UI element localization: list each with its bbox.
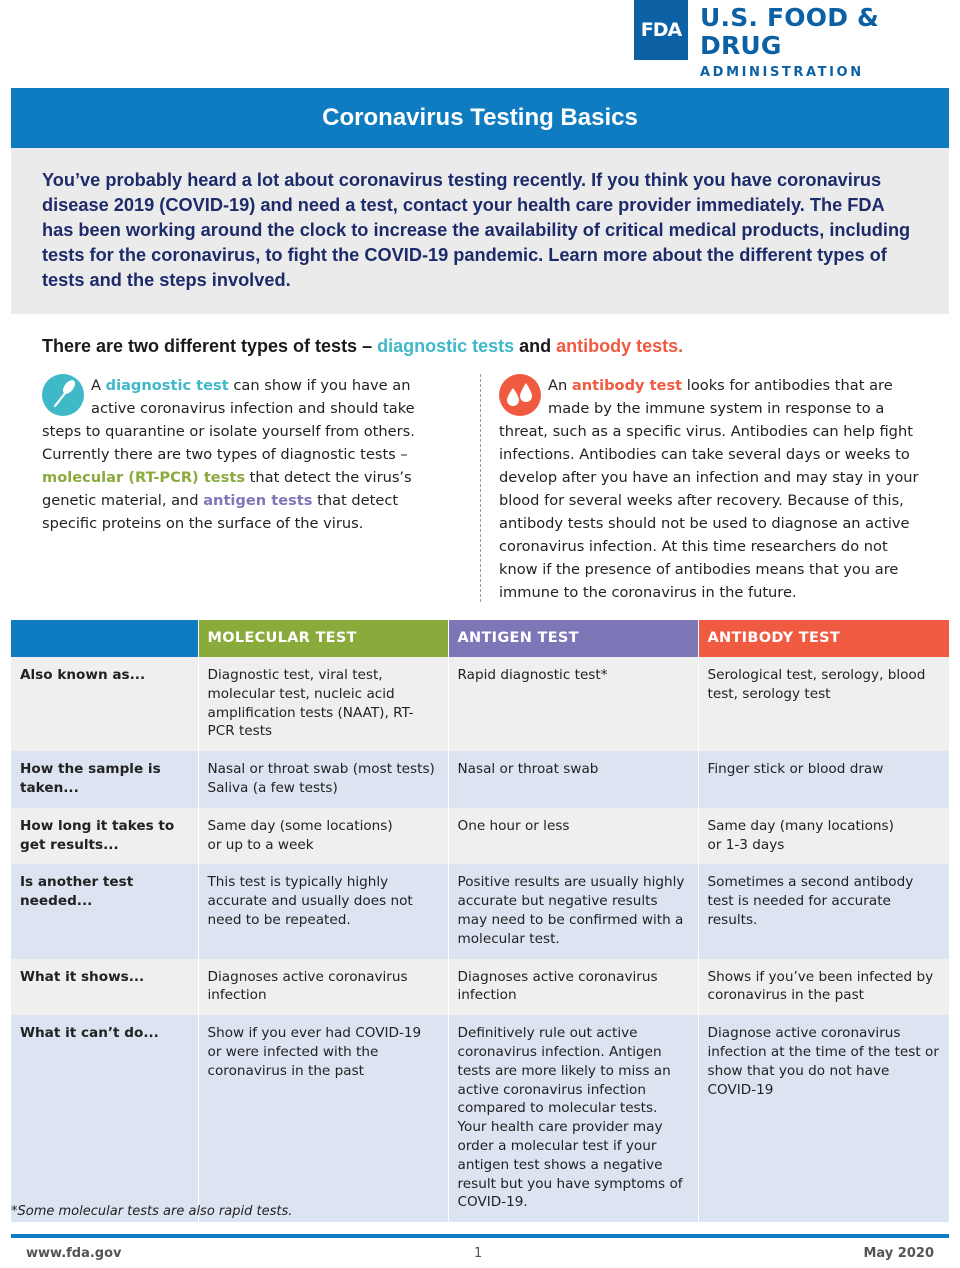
table-row	[11, 808, 949, 865]
fda-logo-line2: ADMINISTRATION	[700, 65, 864, 80]
table-body	[11, 657, 949, 1222]
table-cell: Sometimes a second antibody test is needed for accurate results.	[698, 864, 949, 958]
diagnostic-text-1: A	[91, 377, 106, 394]
table-cell: Serological test, serology, blood test, serology test	[698, 657, 949, 751]
types-heading-antibody: antibody tests.	[556, 336, 684, 356]
table-row	[11, 864, 949, 958]
row-label: Is another test needed...	[11, 864, 198, 958]
types-heading	[42, 336, 922, 357]
table-cell: Diagnostic test, viral test, molecular test, nucleic acid amplification tests (NAAT), RT-PCR tests	[198, 657, 448, 751]
table-cell: Shows if you’ve been infected by coronavirus in the past	[698, 959, 949, 1016]
row-label: What it shows...	[11, 959, 198, 1016]
table-row	[11, 657, 949, 751]
antibody-text-1: An	[548, 377, 572, 394]
diagnostic-text-4: that detect specific proteins on the surface of the virus.	[42, 492, 399, 532]
footer-url: www.fda.gov	[26, 1246, 122, 1261]
row-label: What it can’t do...	[11, 1015, 198, 1222]
diagnostic-text-2: can show if you have an active coronavirus infection and should take steps to quarantine or isolate yourself from others. Currently there are two types of diagnostic tests –	[42, 377, 415, 463]
column-divider	[480, 374, 481, 602]
table-header-antigen: ANTIGEN TEST	[448, 620, 698, 657]
page-title: Coronavirus Testing Basics	[11, 88, 949, 148]
table-row	[11, 1015, 949, 1222]
table-cell: Diagnoses active coronavirus infection	[198, 959, 448, 1016]
table-header-corner	[11, 620, 198, 657]
page-number: 1	[474, 1246, 483, 1261]
table-cell: Positive results are usually highly accurate but negative results may need to be confirmed with a molecular test.	[448, 864, 698, 958]
swab-icon	[42, 374, 84, 416]
antibody-text-2: looks for antibodies that are made by the immune system in response to a threat, such as a specific virus. Antibodies can help fight infections. Antibodies can take several days or weeks to develop after you have an infection and may stay in your blood for several weeks after recovery. Because of this, antibody tests should not be used to diagnose an active coronavirus infection. At this time researchers do not know if the presence of antibodies means that you are immune to the coronavirus in the future.	[499, 377, 919, 601]
footer-date: May 2020	[863, 1246, 934, 1261]
types-heading-and: and	[514, 336, 557, 356]
footer-rule	[11, 1234, 949, 1238]
row-label: How long it takes to get results...	[11, 808, 198, 865]
table-cell: Nasal or throat swab	[448, 751, 698, 808]
row-label: How the sample is taken...	[11, 751, 198, 808]
table-cell: Same day (many locations) or 1-3 days	[698, 808, 949, 865]
table-cell: Definitively rule out active coronavirus infection. Antigen tests are more likely to miss an active coronavirus infection compared to molecular tests. Your health care provider may order a molecular test if your antigen test shows a negative result but you have symptoms of COVID-19.	[448, 1015, 698, 1222]
row-label: Also known as...	[11, 657, 198, 751]
diagnostic-term: diagnostic test	[105, 377, 229, 394]
footnote: *Some molecular tests are also rapid tests.	[11, 1204, 293, 1219]
types-heading-diagnostic: diagnostic tests	[377, 336, 515, 356]
table-cell: Show if you ever had COVID-19 or were infected with the coronavirus in the past	[198, 1015, 448, 1222]
types-heading-prefix: There are two different types of tests –	[42, 336, 378, 356]
table-row	[11, 751, 949, 808]
table-cell: One hour or less	[448, 808, 698, 865]
blood-drops-icon	[499, 374, 541, 416]
table-cell: Same day (some locations) or up to a week	[198, 808, 448, 865]
table-cell: This test is typically highly accurate and usually does not need to be repeated.	[198, 864, 448, 958]
table-cell: Diagnose active coronavirus infection at the time of the test or show that you do not have COVID-19	[698, 1015, 949, 1222]
table-cell: Diagnoses active coronavirus infection	[448, 959, 698, 1016]
diagnostic-text-3: that detect the virus’s genetic material, and	[42, 469, 412, 509]
diagnostic-description	[42, 374, 447, 535]
table-header-molecular: MOLECULAR TEST	[198, 620, 448, 657]
table-cell: Finger stick or blood draw	[698, 751, 949, 808]
fda-logo	[634, 0, 960, 80]
antibody-description	[499, 374, 919, 604]
table-header-row	[11, 620, 949, 657]
fda-logo-text	[700, 0, 960, 82]
intro-paragraph: You’ve probably heard a lot about coronavirus testing recently. If you think you have coronavirus disease 2019 (COVID-19) and need a test, contact your health care provider immediately. The FDA has been working around the clock to increase the availability of critical medical products, including tests for the coronavirus, to fight the COVID-19 pandemic. Learn more about the different types of tests and the steps involved.	[11, 148, 949, 314]
test-comparison-table	[11, 620, 949, 1222]
table-cell: Rapid diagnostic test*	[448, 657, 698, 751]
table-cell: Nasal or throat swab (most tests) Saliva (a few tests)	[198, 751, 448, 808]
table-header-antibody: ANTIBODY TEST	[698, 620, 949, 657]
antigen-term: antigen tests	[203, 492, 313, 509]
molecular-term: molecular (RT-PCR) tests	[42, 469, 246, 486]
antibody-term: antibody test	[571, 377, 683, 394]
table-row	[11, 959, 949, 1016]
fda-logo-mark: FDA	[634, 0, 688, 60]
fda-logo-line1: U.S. FOOD & DRUG	[700, 3, 880, 60]
